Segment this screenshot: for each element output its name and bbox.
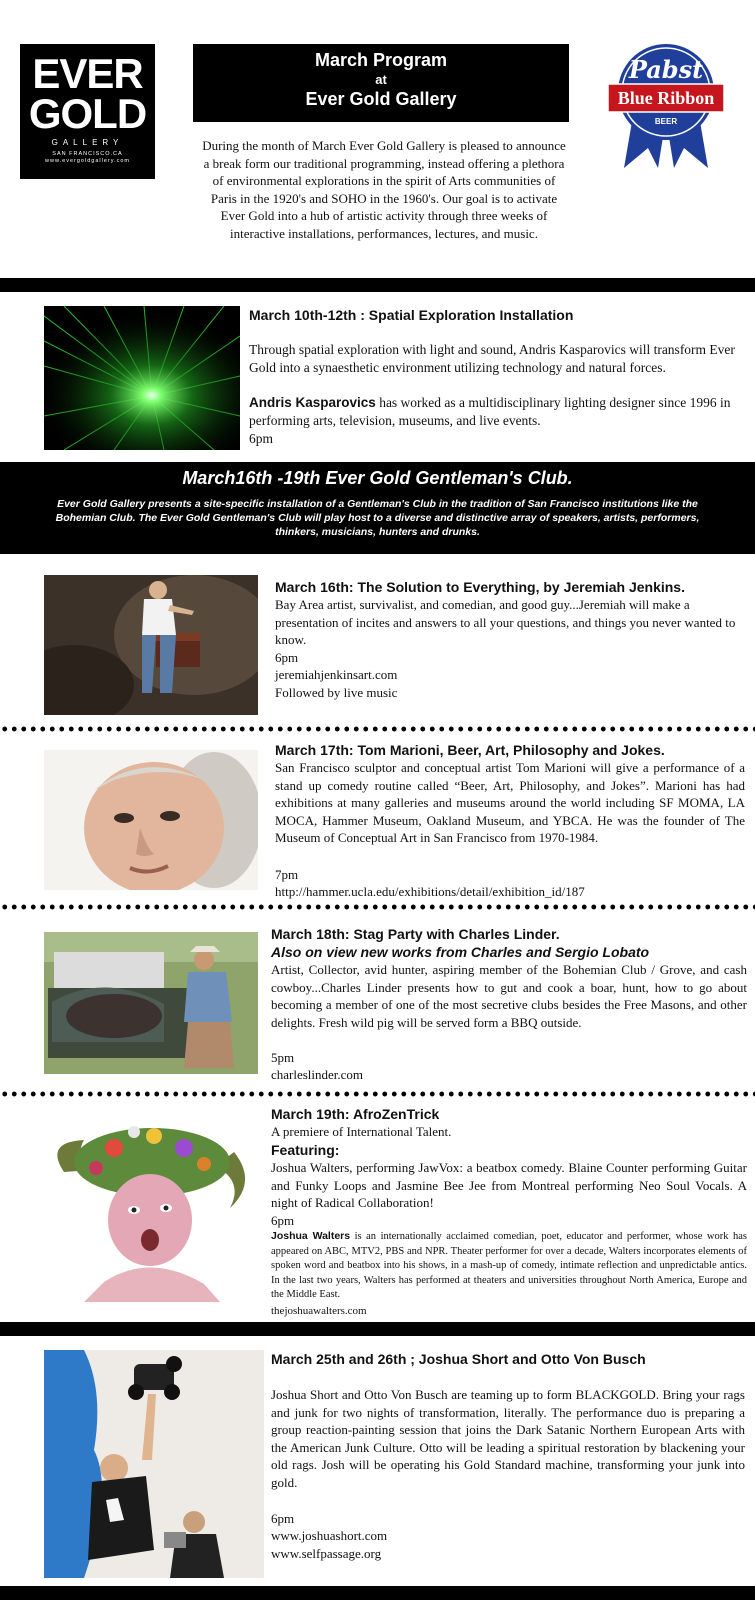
event-afrozentrick-title: March 19th: AfroZenTrick bbox=[271, 1106, 440, 1122]
event-blackgold-link-2[interactable]: www.selfpassage.org bbox=[271, 1546, 382, 1561]
event-marioni-time: 7pm bbox=[275, 867, 299, 882]
event-marioni-title: March 17th: Tom Marioni, Beer, Art, Philosophy and Jokes. bbox=[275, 742, 665, 758]
logo-city: SAN FRANCISCO.CA bbox=[52, 151, 123, 157]
laser-image bbox=[44, 306, 240, 450]
logo-line1: EVER bbox=[32, 50, 143, 97]
spatial-time: 6pm bbox=[249, 431, 274, 446]
dotted-divider bbox=[0, 726, 755, 732]
event-afrozentrick-link[interactable]: thejoshuawalters.com bbox=[271, 1305, 367, 1317]
event-jeremiah-time: 6pm bbox=[275, 650, 299, 665]
event-marioni-description: San Francisco sculptor and conceptual artist Tom Marioni will give a performance of a stand up comedy routine called “Beer, Art, Philosophy, and Jokes”. Marioni has had exhibitions at many galleries and museums around the world including SF MOMA, LA MOCA, Hammer Museum, Oakland Museum, and YBCA. He was the founder of The Museum of Conceptual Art in San Francisco from 1970-1984. bbox=[275, 760, 745, 846]
event-afrozentrick-time: 6pm bbox=[271, 1213, 295, 1228]
event-blackgold-time: 6pm bbox=[271, 1511, 295, 1526]
event-jeremiah-link[interactable]: jeremiahjenkinsart.com bbox=[275, 667, 398, 682]
divider-bar bbox=[0, 1322, 755, 1336]
jeremiah-jenkins-photo bbox=[44, 575, 258, 715]
event-afrozentrick-bio-text: is an internationally acclaimed comedian, poet, educator and performer, whose work has appeared on ABC, MTV2, PBS and NPR. Theater performer for over a decade, Walters incorporates elements of spoken word and beatbox into his shows, in a mash-up of comedy, intimate reflection and unpredictable antics. In the last two years, Walters has performed at theaters and universities throughout North America, Europe and the Middle East. bbox=[271, 1231, 747, 1300]
divider-bar bbox=[0, 278, 755, 292]
event-blackgold-title: March 25th and 26th ; Joshua Short and Otto Von Busch bbox=[271, 1351, 646, 1367]
event-afrozentrick-subtitle: A premiere of International Talent. bbox=[271, 1124, 452, 1139]
logo-line2: GOLD bbox=[28, 90, 147, 137]
bottom-bar bbox=[0, 1586, 755, 1600]
event-jeremiah-description: Bay Area artist, survivalist, and comedian, and good guy...Jeremiah will make a presentation of incites and answers to all your questions, and things you never wanted to know. bbox=[275, 597, 736, 648]
pbr-text-pabst: Pabst bbox=[628, 55, 704, 84]
dotted-divider bbox=[0, 1091, 755, 1097]
page-title-line2: Ever Gold Gallery bbox=[305, 89, 457, 109]
intro-paragraph: During the month of March Ever Gold Gallery is pleased to announce a break form our traditional programming, instead offering a plethora of environmental explorations in the spirit of Arts communities of Paris in the 1920's and SOHO in the 1960's. Our goal is to activate Ever Gold into a hub of artistic activity through three weeks of interactive installations, performances, lectures, and music. bbox=[202, 138, 566, 241]
page-title-box bbox=[193, 44, 569, 122]
event-linder-subtitle: Also on view new works from Charles and Sergio Lobato bbox=[271, 944, 650, 960]
dotted-divider bbox=[0, 904, 755, 910]
event-linder-description: Artist, Collector, avid hunter, aspiring member of the Bohemian Club / Grove, and cash cowboy...Charles Linder presents how to gut and cook a boar, hunt, how to go about becoming a member of one of the most secretive clubs besides the Free Masons, and other delights. Fresh wild pig will be served form a BBQ outside. bbox=[271, 962, 747, 1030]
event-linder-time: 5pm bbox=[271, 1050, 295, 1065]
page-title-line1: March Program bbox=[314, 50, 448, 70]
gentlemans-club-banner bbox=[0, 462, 755, 554]
event-jeremiah-title: March 16th: The Solution to Everything, by Jeremiah Jenkins. bbox=[275, 579, 685, 595]
spatial-title: March 10th-12th : Spatial Exploration Installation bbox=[249, 307, 574, 323]
event-blackgold-link-1[interactable]: www.joshuashort.com bbox=[271, 1528, 388, 1543]
event-marioni-link[interactable]: http://hammer.ucla.edu/exhibitions/detail/exhibition_id/187 bbox=[275, 884, 585, 899]
club-description: Ever Gold Gallery presents a site-specific installation of a Gentleman's Club in the tradition of San Francisco institutions like the Bohemian Club. The Ever Gold Gentleman's Club will play host to a diverse and distinctive array of speakers, artists, performers, thinkers, musicians, hunters and drunks. bbox=[55, 498, 700, 538]
charles-linder-photo bbox=[44, 932, 258, 1074]
event-blackgold-description: Joshua Short and Otto Von Busch are teaming up to form BLACKGOLD. Bring your rags and junk for two nights of transformation, literally. The performance duo is preparing a group reaction-painting session that joins the Dark Satanic Northern European Arts with the American Junk Culture. Otto will be leading a spiritual restoration by blackening your old rags. Josh will be operating his Gold Standard machine, transforming your junk into gold. bbox=[271, 1387, 745, 1490]
spatial-description: Through spatial exploration with light and sound, Andris Kasparovics will transform Ever Gold into a synaesthetic environment utilizing technology and natural forces. bbox=[249, 342, 735, 375]
pabst-blue-ribbon-logo bbox=[606, 40, 726, 170]
event-linder-title: March 18th: Stag Party with Charles Linder. bbox=[271, 926, 560, 942]
spatial-bio-text: has worked as a multidisciplinary lighting designer since 1996 in performing arts, television, museums, and live events. bbox=[249, 395, 731, 428]
ever-gold-logo bbox=[20, 44, 155, 179]
pbr-text-blue-ribbon: Blue Ribbon bbox=[617, 88, 715, 108]
afrozentrick-photo bbox=[44, 1112, 258, 1302]
blackgold-photo bbox=[44, 1350, 264, 1578]
spatial-artist-name: Andris Kasparovics bbox=[249, 395, 376, 410]
logo-sub: GALLERY bbox=[51, 138, 124, 147]
event-afrozentrick-featuring: Featuring: bbox=[271, 1142, 340, 1158]
event-afrozentrick-bio bbox=[271, 1229, 747, 1303]
page-title-at: at bbox=[375, 72, 387, 87]
pbr-text-beer: BEER bbox=[654, 117, 678, 126]
tom-marioni-photo bbox=[44, 750, 258, 890]
event-afrozentrick-bio-name: Joshua Walters bbox=[271, 1230, 351, 1242]
event-jeremiah-note: Followed by live music bbox=[275, 685, 398, 700]
event-linder-link[interactable]: charleslinder.com bbox=[271, 1067, 364, 1082]
spatial-artist-bio bbox=[249, 394, 747, 430]
event-afrozentrick-description: Joshua Walters, performing JawVox: a beatbox comedy. Blaine Counter performing Guitar and Funky Loops and Jasmine Bee Jee from Montreal performing Neo Soul Vocals. A night of Radical Collaboration! bbox=[271, 1160, 747, 1211]
club-title: March16th -19th Ever Gold Gentleman's Club. bbox=[182, 468, 573, 488]
logo-url: www.evergoldgallery.com bbox=[45, 158, 130, 164]
